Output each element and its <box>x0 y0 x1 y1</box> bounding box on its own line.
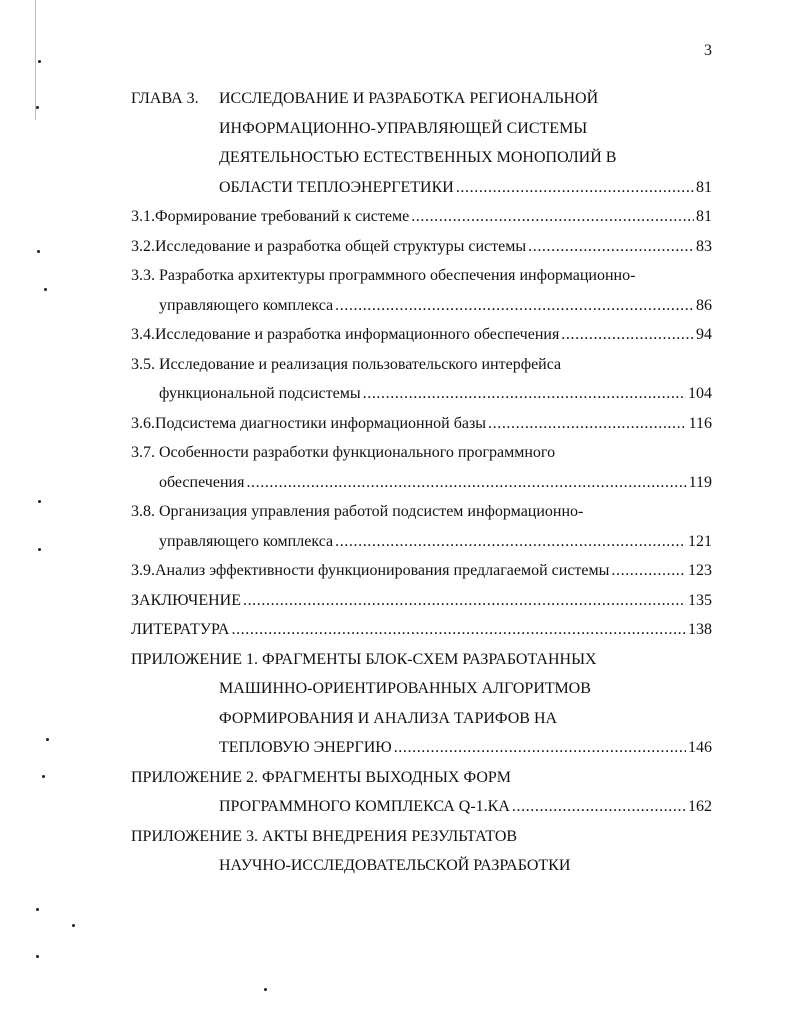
table-of-contents <box>131 84 712 881</box>
dot-leader <box>528 232 694 262</box>
appendix-title-line: ФРАГМЕНТЫ БЛОК-СХЕМ РАЗРАБОТАННЫХ <box>262 650 597 668</box>
page-ref: 123 <box>688 562 712 579</box>
toc-appendix-3[interactable] <box>131 822 712 881</box>
appendix-title-line: ФОРМИРОВАНИЯ И АНАЛИЗА ТАРИФОВ НА <box>219 709 558 727</box>
appendix-title-last: НАУЧНО-ИССЛЕДОВАТЕЛЬСКОЙ РАЗРАБОТКИ <box>219 857 571 874</box>
chapter-label: ГЛАВА 3. <box>131 90 199 107</box>
page-ref: 94 <box>696 326 712 343</box>
section-number: 3.7. <box>131 444 155 461</box>
page-ref: 121 <box>688 532 712 550</box>
toc-section-3-8[interactable] <box>131 497 712 556</box>
dot-leader <box>488 409 687 439</box>
section-title: Анализ эффективности функционирования предлагаемой системы <box>155 562 610 579</box>
dot-leader <box>611 556 686 586</box>
dot-leader <box>394 733 686 763</box>
toc-appendix-1[interactable] <box>131 645 712 763</box>
dot-leader <box>335 527 686 557</box>
section-title-cont: функциональной подсистемы <box>159 385 361 402</box>
scan-speck <box>36 106 39 109</box>
chapter-title-line: ИНФОРМАЦИОННО-УПРАВЛЯЮЩЕЙ СИСТЕМЫ <box>219 119 588 137</box>
dot-leader <box>456 173 694 203</box>
chapter-title-last: ОБЛАСТИ ТЕПЛОЭНЕРГЕТИКИ <box>219 178 454 196</box>
scan-speck <box>46 738 49 741</box>
section-title: Формирование требований к системе <box>155 208 410 225</box>
scan-speck <box>38 548 41 551</box>
scan-speck <box>36 955 39 958</box>
page-number: 3 <box>704 42 712 59</box>
toc-section-3-2[interactable] <box>131 232 712 262</box>
dot-leader <box>231 615 686 645</box>
section-title: Подсистема диагностики информационной базы <box>155 414 487 432</box>
dot-leader <box>335 291 694 321</box>
appendix-label: ПРИЛОЖЕНИЕ 2. <box>131 768 259 786</box>
toc-literature[interactable] <box>131 615 712 645</box>
section-number: 3.5. <box>131 355 155 373</box>
section-number: 3.9. <box>131 562 155 579</box>
toc-section-3-4[interactable] <box>131 320 712 350</box>
toc-section-3-6[interactable] <box>131 409 712 439</box>
section-title: Организация управления работой подсистем информационно- <box>159 503 584 520</box>
section-number: 3.1. <box>131 208 155 225</box>
page-ref: 81 <box>696 178 712 196</box>
literature-title: ЛИТЕРАТУРА <box>131 621 230 638</box>
page-ref: 81 <box>696 208 712 225</box>
section-title-cont: обеспечения <box>159 473 245 491</box>
chapter-title-line: ИССЛЕДОВАНИЕ И РАЗРАБОТКА РЕГИОНАЛЬНОЙ <box>219 90 599 107</box>
dot-leader <box>243 586 686 616</box>
scan-edge-line <box>35 0 36 120</box>
appendix-title-last: ТЕПЛОВУЮ ЭНЕРГИЮ <box>219 739 392 756</box>
toc-section-3-1[interactable] <box>131 202 712 232</box>
page-ref: 146 <box>688 739 712 756</box>
toc-section-3-3[interactable] <box>131 261 712 320</box>
section-title-cont: управляющего комплекса <box>159 296 334 314</box>
page-ref: 86 <box>696 296 712 314</box>
page-ref: 119 <box>688 473 712 491</box>
section-title-cont: управляющего комплекса <box>159 532 334 550</box>
page-ref: 104 <box>688 385 712 402</box>
dot-leader <box>246 468 686 498</box>
scan-speck <box>264 988 267 991</box>
toc-section-3-7[interactable] <box>131 438 712 497</box>
page-ref: 135 <box>688 591 712 609</box>
appendix-label: ПРИЛОЖЕНИЕ 3. <box>131 827 259 845</box>
section-title: Разработка архитектуры программного обеспечения информационно- <box>159 267 636 284</box>
section-title: Исследование и реализация пользовательского интерфейса <box>159 355 562 373</box>
appendix-title-line: ФРАГМЕНТЫ ВЫХОДНЫХ ФОРМ <box>262 768 511 786</box>
scan-speck <box>72 924 75 927</box>
page-ref: 138 <box>688 621 712 638</box>
section-number: 3.8. <box>131 503 155 520</box>
scan-speck <box>36 908 39 911</box>
conclusion-title: ЗАКЛЮЧЕНИЕ <box>131 591 241 609</box>
section-number: 3.3. <box>131 267 155 284</box>
toc-section-3-9[interactable] <box>131 556 712 586</box>
toc-appendix-2[interactable] <box>131 763 712 822</box>
appendix-title-line: АКТЫ ВНЕДРЕНИЯ РЕЗУЛЬТАТОВ <box>262 827 518 845</box>
page-ref: 116 <box>688 414 712 432</box>
dot-leader <box>411 202 694 232</box>
section-title: Исследование и разработка информационного обеспечения <box>155 326 560 343</box>
toc-conclusion[interactable] <box>131 586 712 616</box>
toc-section-3-5[interactable] <box>131 350 712 409</box>
dot-leader <box>561 320 694 350</box>
appendix-label: ПРИЛОЖЕНИЕ 1. <box>131 650 259 668</box>
section-title: Исследование и разработка общей структуры системы <box>155 237 527 255</box>
scan-speck <box>38 60 41 63</box>
section-number: 3.6. <box>131 414 155 432</box>
chapter-title-line: ДЕЯТЕЛЬНОСТЬЮ ЕСТЕСТВЕННЫХ МОНОПОЛИЙ В <box>219 149 617 166</box>
toc-chapter-3[interactable] <box>131 84 712 202</box>
page-ref: 83 <box>696 237 712 255</box>
section-title: Особенности разработки функционального программного <box>159 444 556 461</box>
scan-speck <box>37 250 40 253</box>
scan-speck <box>44 288 47 291</box>
section-number: 3.2. <box>131 237 155 255</box>
appendix-title-line: МАШИННО-ОРИЕНТИРОВАННЫХ АЛГОРИТМОВ <box>219 680 591 697</box>
appendix-title-last: ПРОГРАММНОГО КОМПЛЕКСА Q-1.КА <box>219 798 510 815</box>
section-number: 3.4. <box>131 326 155 343</box>
dot-leader <box>512 792 686 822</box>
page-ref: 162 <box>688 798 712 815</box>
scan-speck <box>38 500 41 503</box>
dot-leader <box>363 379 686 409</box>
scan-speck <box>42 775 45 778</box>
